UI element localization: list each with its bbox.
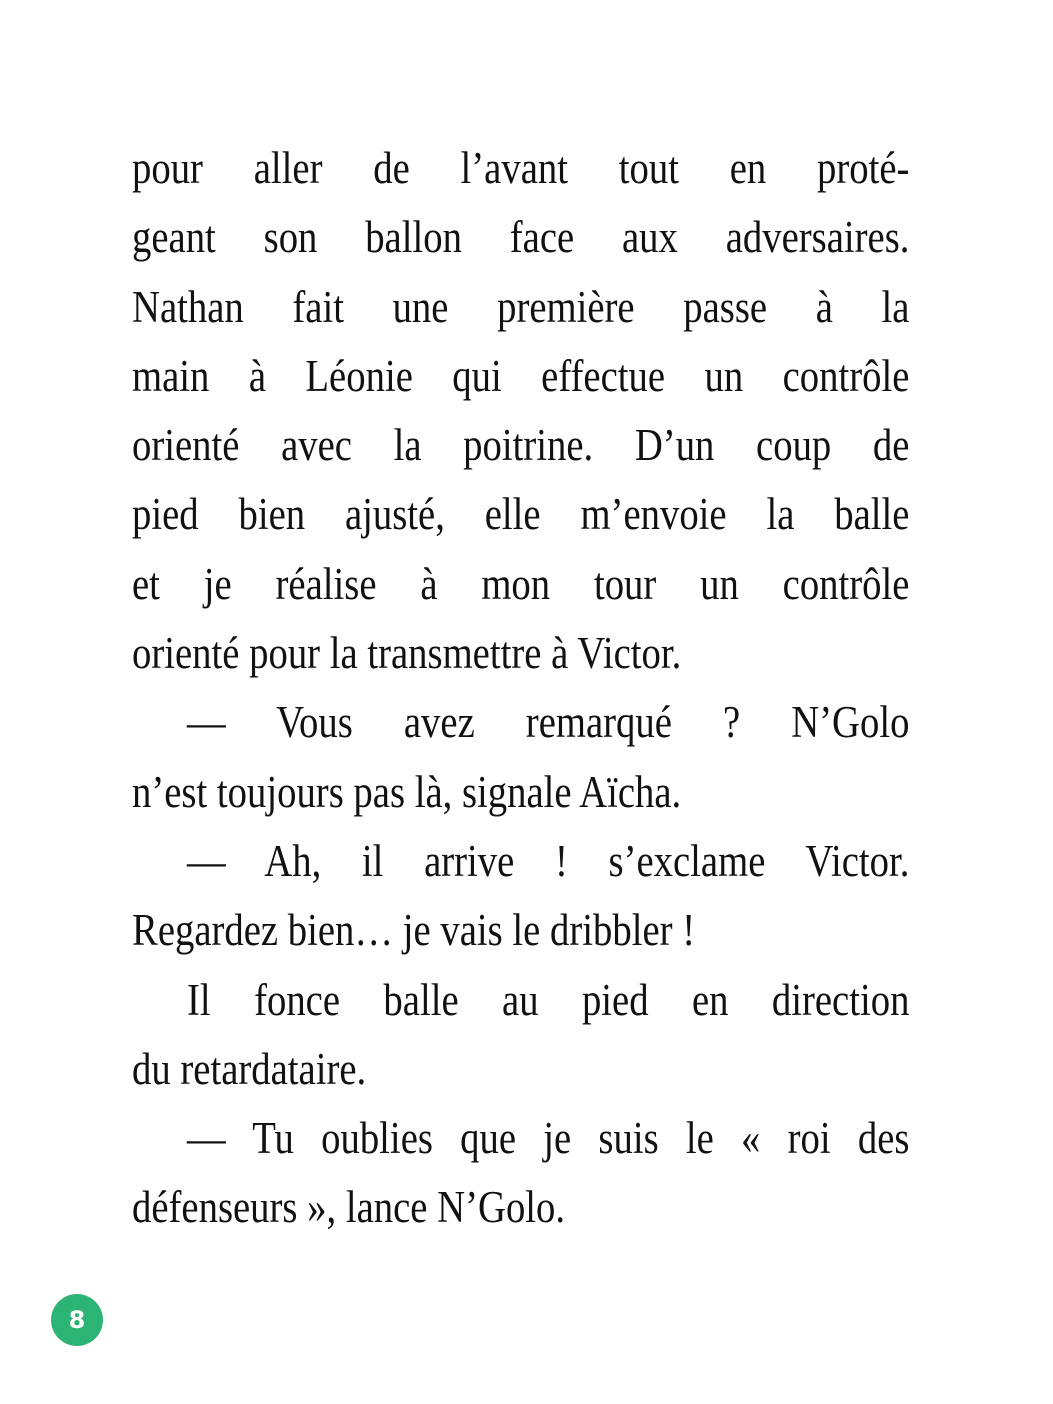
text-line: orienté avec la poitrine. D’un coup de: [132, 420, 910, 471]
text-line: geant son ballon face aux adversaires.: [132, 212, 910, 263]
dialogue-line: — Vous avez remarqué ? N’Golo: [187, 697, 910, 748]
dialogue-line: — Ah, il arrive ! s’exclame Victor.: [187, 835, 910, 886]
page-number-badge: 8: [51, 1294, 103, 1346]
paragraph-line: Il fonce balle au pied en direction: [187, 974, 910, 1025]
text-line: n’est toujours pas là, signale Aïcha.: [132, 766, 682, 817]
text-line: du retardataire.: [132, 1043, 367, 1094]
text-line: main à Léonie qui effectue un contrôle: [132, 350, 910, 401]
text-line: pied bien ajusté, elle m’envoie la balle: [132, 489, 910, 540]
text-line: orienté pour la transmettre à Victor.: [132, 628, 682, 679]
text-line: pour aller de l’avant tout en proté-: [132, 143, 910, 193]
text-line: défenseurs », lance N’Golo.: [132, 1182, 566, 1233]
text-line: Nathan fait une première passe à la: [132, 281, 910, 332]
dialogue-line: — Tu oublies que je suis le « roi des: [187, 1113, 910, 1164]
text-line: et je réalise à mon tour un contrôle: [132, 558, 910, 609]
text-line: Regardez bien… je vais le dribbler !: [132, 905, 696, 956]
page-text: [132, 134, 910, 1243]
